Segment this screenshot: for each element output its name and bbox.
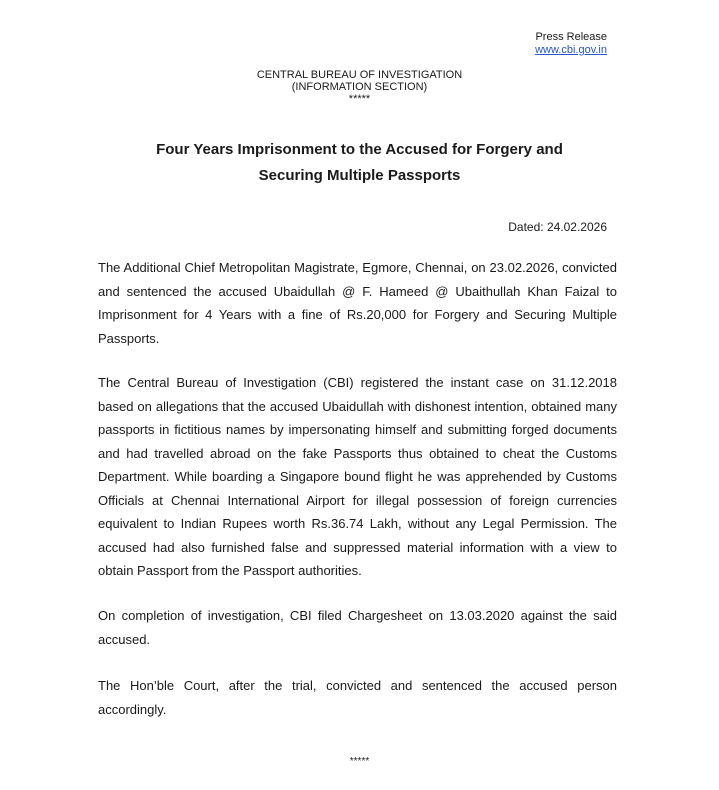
end-marker: ***** bbox=[349, 756, 370, 767]
organization-name: CENTRAL BUREAU OF INVESTIGATION bbox=[256, 69, 463, 81]
title-line-1: Four Years Imprisonment to the Accused for Forgery and bbox=[156, 141, 563, 158]
paragraph-case-details: The Central Bureau of Investigation (CBI) registered the instant case on 31.12.2018 based on allegations that the accused Ubaidullah with dishonest intention, obtained many passports in fictitious names by impersonating himself and submitting forged documents and had travelled abroad on the fake Passports thus obtained to cheat the Customs Department. While boarding a Singapore bound flight he was apprehended by Customs Officials at Chennai International Airport for illegal possession of foreign currencies equivalent to Indian Rupees worth Rs.36.74 Lakh, without any Legal Permission. The accused had also furnished false and suppressed material information with a view to obtain Passport from the Passport authorities. bbox=[98, 375, 617, 578]
organization-stars: ***** bbox=[348, 93, 371, 105]
press-release-header bbox=[535, 31, 607, 57]
page-title bbox=[0, 137, 719, 189]
paragraph-chargesheet: On completion of investigation, CBI filed Chargesheet on 13.03.2020 against the said accused. bbox=[98, 608, 617, 647]
website-link[interactable]: www.cbi.gov.in bbox=[535, 44, 607, 56]
dated-label: Dated: 24.02.2026 bbox=[508, 220, 607, 234]
organization-section: (INFORMATION SECTION) bbox=[291, 81, 428, 93]
paragraph-conviction: The Additional Chief Metropolitan Magistrate, Egmore, Chennai, on 23.02.2026, convicted and sentenced the accused Ubaidullah @ F. Hameed @ Ubaithullah Khan Faizal to Imprisonment for 4 Years with a fine of Rs.20,000 for Forgery and Securing Multiple Passports. bbox=[98, 260, 617, 346]
press-release-label: Press Release bbox=[535, 31, 607, 43]
paragraph-court-verdict: The Hon’ble Court, after the trial, convicted and sentenced the accused person accordingly. bbox=[98, 678, 617, 717]
title-line-2: Securing Multiple Passports bbox=[258, 167, 461, 184]
organization-block bbox=[0, 69, 719, 105]
